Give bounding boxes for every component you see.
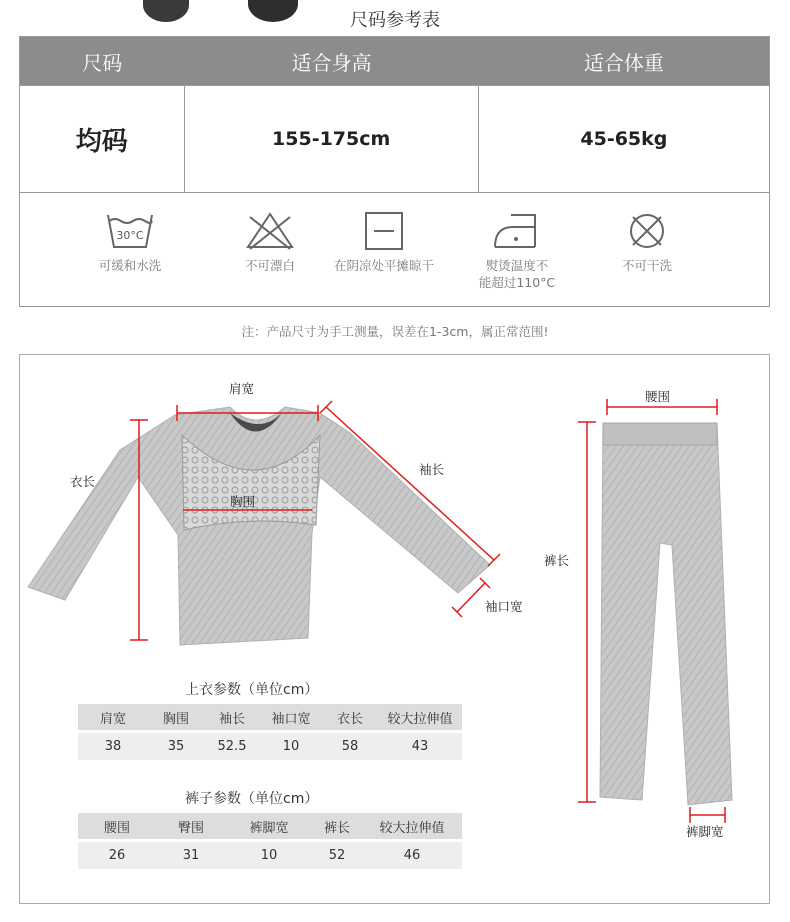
label-pants-length: 裤长 <box>544 553 570 568</box>
size-table-header <box>20 37 769 85</box>
top-params-title: 上衣参数（单位cm） <box>185 682 319 698</box>
label-shoulder: 肩宽 <box>229 381 255 396</box>
weight-value: 45-65kg <box>580 128 668 150</box>
label-top-length: 衣长 <box>70 474 96 489</box>
top-params-header <box>78 704 462 730</box>
care-item-dry <box>324 211 444 274</box>
top-params-values <box>78 733 462 760</box>
wash-30-icon <box>102 211 158 251</box>
dry-flat-shade-icon <box>356 211 412 251</box>
height-value: 155-175cm <box>185 86 479 192</box>
header-size: 尺码 <box>82 50 123 75</box>
care-label-iron <box>457 257 577 291</box>
top-value-cell: 52.5 <box>217 739 247 754</box>
top-header-cell: 衣长 <box>336 711 363 727</box>
pants-value-cell: 10 <box>260 848 278 863</box>
top-params-table <box>78 704 462 760</box>
care-label-wash: 可缓和水洗 <box>98 258 162 273</box>
pants-image <box>600 423 732 805</box>
measurement-note: 注：产品尺寸为手工测量，误差在1-3cm，属正常范围! <box>241 324 549 339</box>
page-title: 尺码参考表 <box>350 10 440 31</box>
care-item-iron <box>457 211 577 291</box>
care-label-iron-line2: 能超过110°C <box>478 275 556 290</box>
pants-params-title: 裤子参数（单位cm） <box>185 791 319 807</box>
pants-header-cell: 腰围 <box>103 820 130 836</box>
top-header-cell: 袖口宽 <box>271 711 311 727</box>
top-header-cell: 较大拉伸值 <box>387 711 453 727</box>
top-garment-image <box>28 407 490 645</box>
top-value-cell: 38 <box>104 739 122 754</box>
label-sleeve: 袖长 <box>419 462 445 477</box>
size-table-row <box>20 85 769 192</box>
care-label-dry: 在阴凉处平摊晾干 <box>333 258 434 273</box>
pants-value-cell: 31 <box>182 848 200 863</box>
top-value-cell: 58 <box>341 739 359 754</box>
pants-value-cell: 52 <box>328 848 346 863</box>
care-label-dryclean: 不可干洗 <box>621 258 672 273</box>
header-weight: 适合体重 <box>583 50 664 75</box>
top-value-cell: 10 <box>282 739 300 754</box>
top-header-cell: 肩宽 <box>99 711 126 727</box>
care-item-bleach <box>210 211 330 274</box>
label-hem: 裤脚宽 <box>686 824 724 839</box>
wash-temp-text: 30°C <box>116 229 144 242</box>
size-table <box>19 36 770 307</box>
care-label-iron-line1: 熨烫温度不 <box>485 258 549 273</box>
pants-params-table <box>78 813 462 869</box>
care-item-wash <box>70 211 190 274</box>
pants-value-cell: 46 <box>403 848 421 863</box>
pants-value-cell: 26 <box>108 848 126 863</box>
pants-params-values <box>78 842 462 869</box>
label-waist: 腰围 <box>645 389 671 404</box>
header-height: 适合身高 <box>291 50 372 75</box>
no-bleach-icon <box>242 211 298 251</box>
size-value: 均码 <box>20 86 185 192</box>
label-cuff: 袖口宽 <box>485 599 523 614</box>
top-value-cell: 35 <box>167 739 185 754</box>
top-banner <box>0 0 790 36</box>
measurement-diagram <box>19 354 770 904</box>
pants-params-header <box>78 813 462 839</box>
pants-header-cell: 较大拉伸值 <box>379 820 445 836</box>
pants-header-cell: 裤脚宽 <box>249 820 289 836</box>
top-value-cell: 43 <box>411 739 429 754</box>
top-header-cell: 袖长 <box>218 711 245 727</box>
pants-header-cell: 裤长 <box>323 820 350 836</box>
top-header-cell: 胸围 <box>162 711 189 727</box>
care-label-bleach: 不可漂白 <box>244 258 295 273</box>
label-chest: 胸围 <box>230 494 256 509</box>
pants-header-cell: 臀围 <box>177 820 204 836</box>
care-instructions <box>20 192 769 306</box>
no-dry-clean-icon <box>619 211 675 251</box>
care-item-dryclean <box>587 211 707 274</box>
iron-icon <box>489 211 545 251</box>
